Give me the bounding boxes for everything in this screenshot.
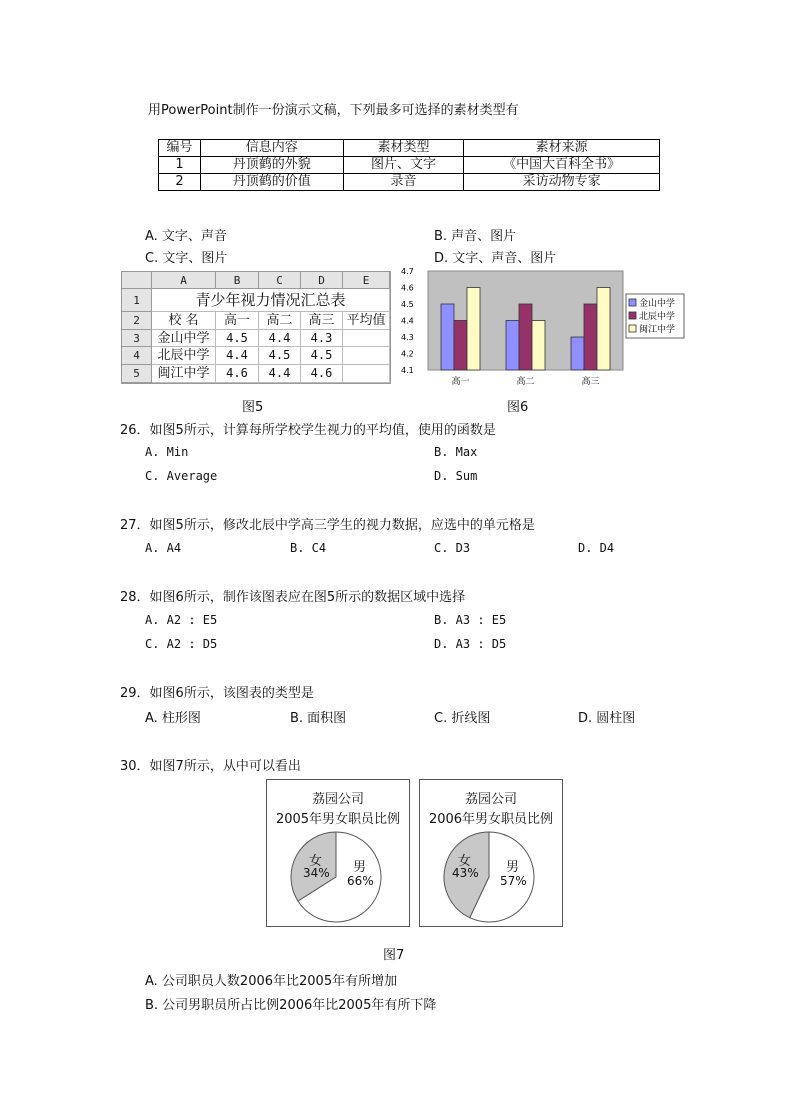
row-number: 2 xyxy=(122,312,152,330)
y-tick-label: 4.1 xyxy=(401,366,414,375)
x-tick-label: 高二 xyxy=(516,377,535,387)
bar xyxy=(454,321,467,371)
sheet-cell: 4.4 xyxy=(216,347,259,365)
sheet-cell: 4.5 xyxy=(301,347,343,365)
pie-2006-company: 荔园公司 xyxy=(464,792,517,807)
table-cell: 采访动物专家 xyxy=(464,174,660,191)
col-header: A xyxy=(152,272,216,289)
figure-6-chart xyxy=(398,266,688,390)
sheet-title: 青少年视力情况汇总表 xyxy=(152,289,390,312)
legend-swatch xyxy=(629,312,636,319)
bar xyxy=(506,321,519,371)
bar-chart-svg xyxy=(398,266,688,390)
question-28-option-d: D. A3 : D5 xyxy=(434,637,507,651)
row-number: 3 xyxy=(122,330,152,347)
question-29-option-a: A. 柱形图 xyxy=(145,711,201,726)
bar xyxy=(571,337,584,370)
pie-2006-subtitle: 2006年男女职员比例 xyxy=(428,812,554,827)
sheet-cell: 4.4 xyxy=(259,330,301,347)
table-header-cell: 编号 xyxy=(159,140,201,157)
pie-2005-frame xyxy=(266,779,410,927)
table-header-cell: 信息内容 xyxy=(200,140,343,157)
figure-6-caption: 图6 xyxy=(507,400,529,415)
sheet-header-cell: 校 名 xyxy=(152,312,216,330)
col-header: D xyxy=(301,272,343,289)
sheet-cell: 4.6 xyxy=(301,365,343,383)
question-29-option-b: B. 面积图 xyxy=(290,711,347,726)
option-d: D. 文字、声音、图片 xyxy=(434,251,557,266)
question-30-option-a: A. 公司职员人数2006年比2005年有所增加 xyxy=(145,974,398,989)
question-30-option-b: B. 公司男职员所占比例2006年比2005年有所下降 xyxy=(145,998,437,1013)
question-27-option-b: B. C4 xyxy=(290,541,327,555)
pie-2006-male-pct: 57% xyxy=(500,874,527,888)
col-header: E xyxy=(343,272,390,289)
question-29-option-c: C. 折线图 xyxy=(434,711,491,726)
figure-7-caption: 图7 xyxy=(383,948,405,963)
sheet-cell: 4.3 xyxy=(301,330,343,347)
question-29-option-d: D. 圆柱图 xyxy=(578,711,636,726)
legend-label: 北辰中学 xyxy=(639,312,676,322)
bar xyxy=(584,304,597,370)
pie-2005-male-label: 男 xyxy=(353,860,367,875)
col-header: B xyxy=(216,272,259,289)
x-tick-label: 高一 xyxy=(451,377,470,387)
option-c: C. 文字、图片 xyxy=(145,251,228,266)
row-number: 4 xyxy=(122,347,152,365)
y-tick-label: 4.4 xyxy=(401,316,414,326)
row-number: 1 xyxy=(122,289,152,312)
table-cell: 丹顶鹤的外貌 xyxy=(200,157,343,174)
pie-2006-svg xyxy=(420,780,562,926)
pie-2005-male-pct: 66% xyxy=(347,874,374,888)
table-cell: 1 xyxy=(159,157,201,174)
bar xyxy=(441,304,454,370)
table-cell: 《中国大百科全书》 xyxy=(464,157,660,174)
bar xyxy=(597,288,610,371)
table-header-cell: 素材类型 xyxy=(343,140,464,157)
option-a: A. 文字、声音 xyxy=(145,229,227,244)
bar xyxy=(519,304,532,370)
y-tick-label: 4.2 xyxy=(401,349,414,359)
pie-2006-male-label: 男 xyxy=(506,860,520,875)
sheet-cell: 4.5 xyxy=(259,347,301,365)
pie-2006-female-label: 女 xyxy=(458,854,472,869)
question-27-option-a: A. A4 xyxy=(145,541,182,555)
table-header-row xyxy=(159,140,660,157)
legend-swatch xyxy=(629,299,636,306)
sheet-header-cell: 平均值 xyxy=(343,312,390,330)
legend-swatch xyxy=(629,325,636,332)
figure-5-caption: 图5 xyxy=(242,400,264,415)
table-header-cell: 素材来源 xyxy=(464,140,660,157)
table-cell: 录音 xyxy=(343,174,464,191)
corner-cell xyxy=(122,272,152,289)
sheet-header-cell: 高一 xyxy=(216,312,259,330)
question-30-stem: 30．如图7所示，从中可以看出 xyxy=(120,759,301,774)
figure-5-spreadsheet xyxy=(121,271,391,384)
table-cell: 2 xyxy=(159,174,201,191)
x-tick-label: 高三 xyxy=(581,377,600,387)
pie-2005-female-pct: 34% xyxy=(303,866,330,880)
sheet-cell xyxy=(343,330,390,347)
sheet-cell xyxy=(343,365,390,383)
question-28-option-b: B. A3 : E5 xyxy=(434,613,507,627)
bar xyxy=(467,288,480,371)
sheet-cell: 4.5 xyxy=(216,330,259,347)
question-26-option-b: B. Max xyxy=(434,445,478,459)
material-info-table xyxy=(158,139,660,191)
pie-2005-svg xyxy=(267,780,409,926)
table-row xyxy=(159,174,660,191)
sheet-cell: 北辰中学 xyxy=(152,347,216,365)
legend-label: 闽江中学 xyxy=(639,325,676,335)
question-28-option-c: C. A2 : D5 xyxy=(145,637,218,651)
pie-2006-female-pct: 43% xyxy=(452,866,479,880)
sheet-cell: 金山中学 xyxy=(152,330,216,347)
y-tick-label: 4.6 xyxy=(401,283,414,293)
question-27-stem: 27．如图5所示，修改北辰中学高三学生的视力数据，应选中的单元格是 xyxy=(120,518,535,533)
pie-2005-female-label: 女 xyxy=(309,854,323,869)
sheet-cell: 4.4 xyxy=(259,365,301,383)
question-28-stem: 28．如图6所示，制作该图表应在图5所示的数据区域中选择 xyxy=(120,590,466,605)
pie-2006-frame xyxy=(419,779,563,927)
question-29-stem: 29．如图6所示，该图表的类型是 xyxy=(120,686,314,701)
table-cell: 丹顶鹤的价值 xyxy=(200,174,343,191)
sheet-header-cell: 高二 xyxy=(259,312,301,330)
pie-2005-company: 荔园公司 xyxy=(311,792,364,807)
question-27-option-d: D. D4 xyxy=(578,541,615,555)
sheet-cell: 闽江中学 xyxy=(152,365,216,383)
question-26-option-a: A. Min xyxy=(145,445,189,459)
option-b: B. 声音、图片 xyxy=(434,229,517,244)
table-row xyxy=(159,157,660,174)
y-tick-label: 4.5 xyxy=(401,300,414,309)
row-number: 5 xyxy=(122,365,152,383)
y-tick-label: 4.3 xyxy=(401,333,414,342)
sheet-cell: 4.6 xyxy=(216,365,259,383)
question-27-option-c: C. D3 xyxy=(434,541,471,555)
question-26-stem: 26．如图5所示，计算每所学校学生视力的平均值，使用的函数是 xyxy=(120,423,496,438)
question-26-option-d: D. Sum xyxy=(434,469,478,483)
table-cell: 图片、文字 xyxy=(343,157,464,174)
question-28-option-a: A. A2 : E5 xyxy=(145,613,218,627)
col-header: C xyxy=(259,272,301,289)
legend-label: 金山中学 xyxy=(639,299,676,309)
pie-2005-subtitle: 2005年男女职员比例 xyxy=(275,812,401,827)
y-tick-label: 4.7 xyxy=(401,267,414,276)
sheet-cell xyxy=(343,347,390,365)
intro-question: 用PowerPoint制作一份演示文稿，下列最多可选择的素材类型有 xyxy=(148,103,519,118)
bar xyxy=(532,321,545,371)
question-26-option-c: C. Average xyxy=(145,469,218,483)
sheet-header-cell: 高三 xyxy=(301,312,343,330)
